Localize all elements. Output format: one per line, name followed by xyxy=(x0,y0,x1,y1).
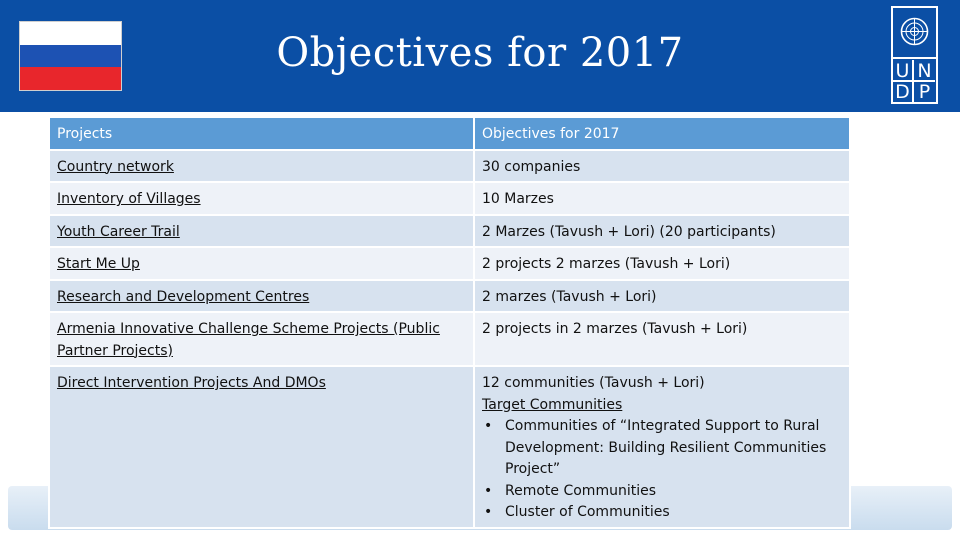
project-link[interactable]: Armenia Innovative Challenge Scheme Projects (Public Partner Projects) xyxy=(57,321,440,359)
list-item: • Cluster of Communities xyxy=(505,502,841,524)
table-row xyxy=(49,312,850,366)
objective-line: 12 communities (Tavush + Lori) xyxy=(482,375,705,391)
list-item: • Communities of “Integrated Support to Rural Development: Building Resilient Communities Project” xyxy=(505,416,841,481)
slide-header xyxy=(0,0,960,112)
logo-letter-n: N xyxy=(914,60,935,82)
table-header-row xyxy=(49,117,850,150)
russia-flag xyxy=(19,21,122,91)
project-link[interactable]: Direct Intervention Projects And DMOs xyxy=(57,375,326,391)
header-objectives: Objectives for 2017 xyxy=(474,117,850,150)
target-communities-list xyxy=(482,416,841,524)
slide-title: Objectives for 2017 xyxy=(276,30,684,76)
objective-cell: 2 marzes (Tavush + Lori) xyxy=(474,280,850,313)
list-item: • Remote Communities xyxy=(505,481,841,503)
objectives-table xyxy=(48,116,851,529)
table-row xyxy=(49,150,850,183)
target-communities-heading: Target Communities xyxy=(482,396,623,413)
table-row xyxy=(49,215,850,248)
objective-cell: 10 Marzes xyxy=(474,182,850,215)
logo-letter-d: D xyxy=(893,81,914,103)
header-projects: Projects xyxy=(49,117,474,150)
project-link[interactable]: Start Me Up xyxy=(57,256,140,272)
table-row xyxy=(49,182,850,215)
objective-cell: 2 projects in 2 marzes (Tavush + Lori) xyxy=(474,312,850,366)
logo-letter-p: P xyxy=(918,81,931,103)
project-link[interactable]: Youth Career Trail xyxy=(57,223,180,240)
objective-cell: 2 projects 2 marzes (Tavush + Lori) xyxy=(474,247,850,280)
project-link[interactable]: Country network xyxy=(57,158,174,175)
table-row xyxy=(49,366,850,528)
un-emblem-icon xyxy=(893,8,936,59)
project-link[interactable]: Inventory of Villages xyxy=(57,191,201,207)
logo-letter-u: U xyxy=(893,60,914,82)
undp-logo xyxy=(891,6,938,104)
table-row xyxy=(49,280,850,313)
objective-cell: 30 companies xyxy=(474,150,850,183)
project-link[interactable]: Research and Development Centres xyxy=(57,288,310,305)
objective-cell xyxy=(474,366,850,528)
table-row xyxy=(49,247,850,280)
objective-cell: 2 Marzes (Tavush + Lori) (20 participants) xyxy=(474,215,850,248)
